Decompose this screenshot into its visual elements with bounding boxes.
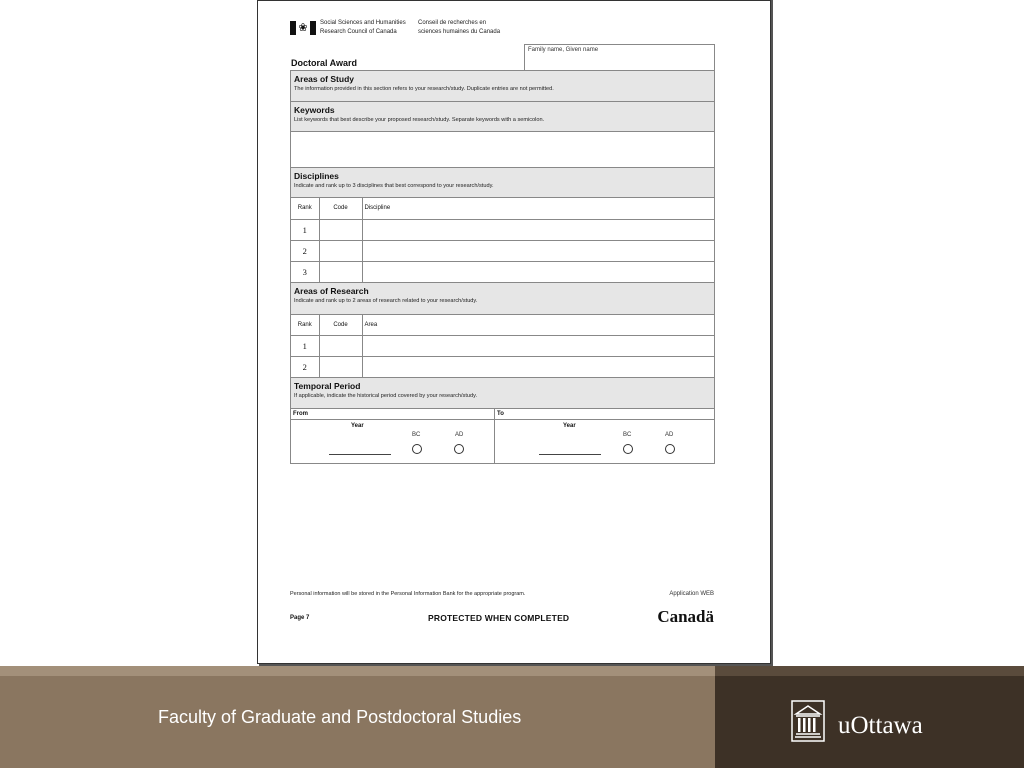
table-header-row <box>291 198 714 219</box>
section-note: Indicate and rank up to 3 disciplines that best correspond to your research/study. <box>294 183 494 189</box>
rank-cell: 3 <box>291 261 319 282</box>
table-header-row <box>291 315 714 336</box>
column-header: Rank <box>291 315 319 336</box>
rank-cell: 2 <box>291 357 319 378</box>
ad-label: AD <box>665 432 674 438</box>
section-title: Areas of Research <box>294 285 369 296</box>
name-field[interactable] <box>524 44 715 71</box>
column-header: Area <box>362 315 714 336</box>
section-note: If applicable, indicate the historical period covered by your research/study. <box>294 393 478 399</box>
to-year-group <box>495 420 714 463</box>
bc-label: BC <box>623 432 632 438</box>
rank-cell: 2 <box>291 240 319 261</box>
rank-cell: 1 <box>291 219 319 240</box>
university-building-icon <box>791 700 825 742</box>
logo-wordmark: uOttawa <box>838 712 923 739</box>
faculty-name: Faculty of Graduate and Postdoctoral Studies <box>158 707 522 727</box>
disciplines-table <box>291 198 714 283</box>
privacy-note: Personal information will be stored in the Personal Information Bank for the appropriate program. <box>290 591 526 597</box>
period-fields <box>291 420 714 463</box>
to-ad-radio[interactable] <box>665 444 675 454</box>
code-input[interactable] <box>319 240 362 261</box>
table-row <box>291 240 714 261</box>
year-label: Year <box>563 423 576 429</box>
ad-label: AD <box>455 432 464 438</box>
keywords-section <box>291 102 714 132</box>
column-header: Code <box>319 315 362 336</box>
table-row <box>291 261 714 282</box>
section-title: Temporal Period <box>294 381 361 391</box>
from-year-group <box>291 420 495 463</box>
year-label: Year <box>351 423 364 429</box>
section-note: List keywords that best describe your proposed research/study. Separate keywords with a semicolon. <box>294 117 545 123</box>
agency-name-en: Social Sciences and Humanities Research Council of Canada <box>320 20 406 35</box>
form-page <box>257 0 771 664</box>
canada-wordmark: Canadä <box>657 607 714 626</box>
keywords-input[interactable] <box>291 132 714 168</box>
table-row <box>291 336 714 357</box>
areas-of-study-section <box>291 71 714 102</box>
rank-cell: 1 <box>291 336 319 357</box>
column-header: Rank <box>291 198 319 219</box>
areas-of-research-table <box>291 315 714 379</box>
application-label: Application WEB <box>669 591 714 597</box>
temporal-period-section <box>291 378 714 409</box>
name-field-label: Family name, Given name <box>528 47 599 53</box>
from-year-input[interactable] <box>329 454 391 455</box>
canada-flag-icon: ❀ <box>290 21 316 35</box>
to-bc-radio[interactable] <box>623 444 633 454</box>
discipline-input[interactable] <box>362 240 714 261</box>
to-label: To <box>497 411 504 417</box>
column-header: Discipline <box>362 198 714 219</box>
document-title: Doctoral Award <box>291 58 358 68</box>
area-input[interactable] <box>362 336 714 357</box>
footer-left-panel <box>0 666 715 768</box>
code-input[interactable] <box>319 357 362 378</box>
uottawa-logo <box>791 700 951 746</box>
disciplines-section <box>291 168 714 198</box>
protected-notice: PROTECTED WHEN COMPLETED <box>428 613 570 623</box>
agency-name-fr: Conseil de recherches en sciences humaines du Canada <box>418 20 501 35</box>
section-note: The information provided in this section refers to your research/study. Duplicate entries are not permitted. <box>294 86 554 92</box>
to-year-input[interactable] <box>539 454 601 455</box>
period-header <box>291 409 714 420</box>
section-title: Disciplines <box>294 171 339 181</box>
section-title: Areas of Study <box>294 74 354 84</box>
code-input[interactable] <box>319 219 362 240</box>
discipline-input[interactable] <box>362 219 714 240</box>
column-header: Code <box>319 198 362 219</box>
section-note: Indicate and rank up to 2 areas of research related to your research/study. <box>294 297 478 304</box>
table-row <box>291 219 714 240</box>
section-title: Keywords <box>294 105 335 115</box>
page-number: Page 7 <box>290 615 310 621</box>
from-bc-radio[interactable] <box>412 444 422 454</box>
area-input[interactable] <box>362 357 714 378</box>
areas-of-research-section <box>291 283 714 315</box>
from-label: From <box>291 409 495 419</box>
table-row <box>291 357 714 378</box>
discipline-input[interactable] <box>362 261 714 282</box>
code-input[interactable] <box>319 336 362 357</box>
form-body <box>290 70 715 464</box>
code-input[interactable] <box>319 261 362 282</box>
from-ad-radio[interactable] <box>454 444 464 454</box>
bc-label: BC <box>412 432 421 438</box>
